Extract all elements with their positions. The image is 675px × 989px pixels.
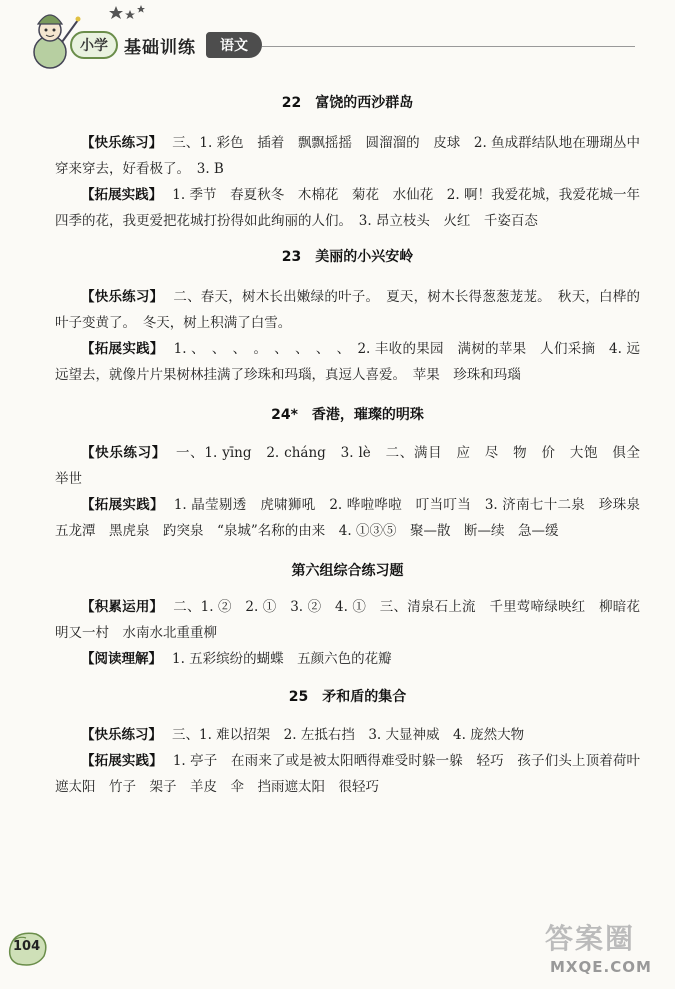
exercise-tag: 【快乐练习】 xyxy=(81,445,167,461)
watermark-logo-text: 答案圈 xyxy=(545,922,636,955)
answer-text: 1. 、 、 、 。 、 、 、 、 2. 丰收的果园 满树的苹果 人们采摘 4. 远远望去，就像片片果树林挂满了珍珠和玛瑙，真逗人喜爱。 苹果 珍珠和玛瑙 xyxy=(55,341,640,383)
section-title: 23 美丽的小兴安岭 xyxy=(281,249,414,265)
answer-text: 一、1. yīng 2. cháng 3. lè 二、满目 应 尽 物 价 大饱 俱全 举世 xyxy=(55,445,654,487)
exercise-tag: 【拓展实践】 xyxy=(81,341,164,357)
exercise-tag: 【阅读理解】 xyxy=(81,651,162,667)
exercise-tag: 【拓展实践】 xyxy=(81,497,164,513)
answer-paragraph xyxy=(55,182,640,234)
section-title: 第六组综合练习题 xyxy=(291,563,404,579)
answer-text: 三、1. 难以招架 2. 左抵右挡 3. 大显神威 4. 庞然大物 xyxy=(172,727,525,743)
series-title: 基础训练 xyxy=(124,37,196,58)
answer-text: 1. 亭子 在雨来了或是被太阳晒得难受时躲一躲 轻巧 孩子们头上顶着荷叶遮太阳 竹子 架子 羊皮 伞 挡雨遮太阳 很轻巧 xyxy=(55,753,641,795)
exercise-tag: 【积累运用】 xyxy=(81,599,164,615)
answer-paragraph xyxy=(55,130,640,182)
section-title: 22 富饶的西沙群岛 xyxy=(281,95,414,111)
answer-text: 1. 季节 春夏秋冬 木棉花 菊花 水仙花 2. 啊！我爱花城，我爱花城一年四季的花，我更爱把花城打扮得如此绚丽的人们。 3. 昂立枝头 火红 千姿百态 xyxy=(55,187,641,229)
answer-text: 三、1. 彩色 插着 飘飘摇摇 圆溜溜的 皮球 2. 鱼成群结队地在珊瑚丛中穿来穿去，好看极了。 3. B xyxy=(55,135,641,177)
answer-text: 二、1. ② 2. ① 3. ② 4. ① 三、清泉石上流 千里莺啼绿映红 柳暗花明又一村 水南水北重重柳 xyxy=(55,599,640,641)
answer-text: 二、春天，树木长出嫩绿的叶子。 夏天，树木长得葱葱茏茏。 秋天，白桦的叶子变黄了。 冬天，树上积满了白雪。 xyxy=(55,289,641,331)
subject-badge: 语文 xyxy=(206,32,262,58)
exercise-tag: 【快乐练习】 xyxy=(81,727,162,743)
star-icon xyxy=(108,4,148,24)
exercise-tag: 【快乐练习】 xyxy=(81,135,163,151)
section-title: 25 矛和盾的集合 xyxy=(288,689,407,705)
page-header xyxy=(0,0,675,80)
section-title: 24* 香港，璀璨的明珠 xyxy=(271,407,424,423)
grade-badge: 小学 xyxy=(70,31,118,59)
answer-paragraph xyxy=(55,722,640,748)
answer-paragraph xyxy=(55,646,640,672)
watermark-url: MXQE.COM xyxy=(550,958,652,976)
answer-paragraph xyxy=(55,336,640,388)
answer-paragraph xyxy=(55,492,654,544)
answer-content xyxy=(55,78,654,800)
answer-paragraph xyxy=(55,594,640,646)
exercise-tag: 【拓展实践】 xyxy=(81,753,163,769)
header-rule xyxy=(262,46,635,47)
header-band xyxy=(70,30,262,60)
exercise-tag: 【快乐练习】 xyxy=(81,289,164,305)
answer-paragraph xyxy=(55,284,640,336)
answer-paragraph xyxy=(55,748,640,800)
page-number: 104 xyxy=(13,939,41,954)
answer-text: 1. 五彩缤纷的蝴蝶 五颜六色的花瓣 xyxy=(172,651,392,667)
answer-paragraph xyxy=(55,440,654,492)
exercise-tag: 【拓展实践】 xyxy=(81,187,163,203)
answer-text: 1. 晶莹剔透 虎啸狮吼 2. 哗啦哗啦 叮当叮当 3. 济南七十二泉 珍珠泉 五龙潭 黑虎泉 趵突泉 “泉城”名称的由来 4. ①③⑤ 聚—散 断—续 急—缓 xyxy=(55,497,654,539)
